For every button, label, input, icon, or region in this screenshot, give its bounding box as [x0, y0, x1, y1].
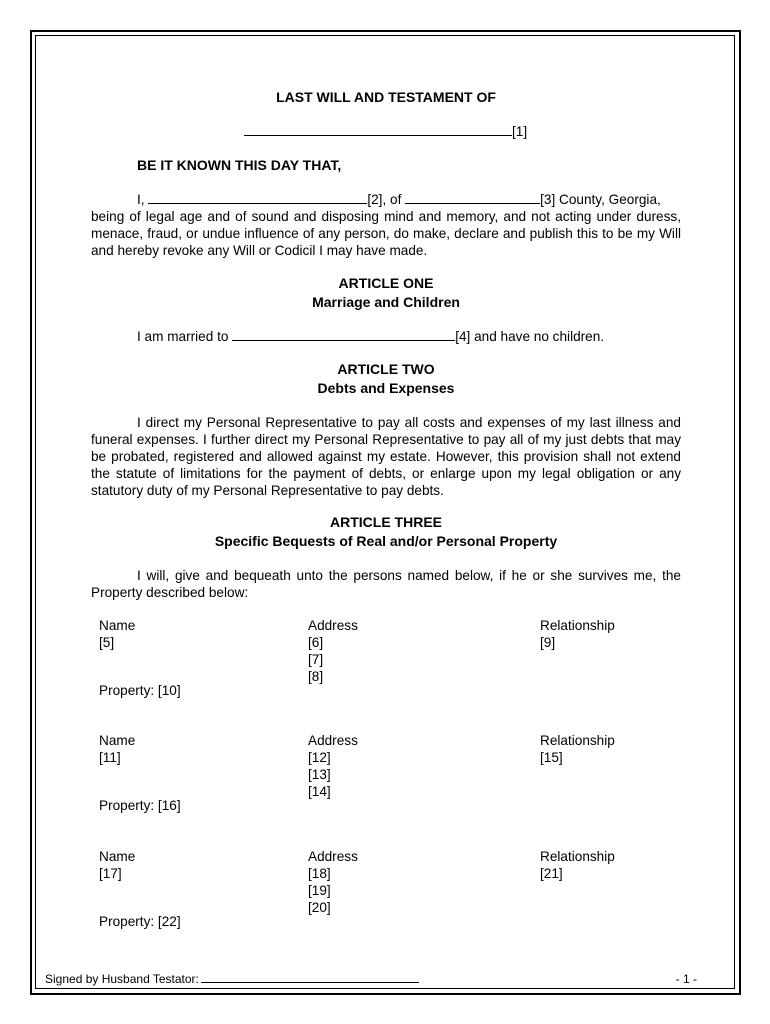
article-three-subheading: Specific Bequests of Real and/or Personal Property — [214, 533, 558, 549]
col-relationship-header: Relationship — [540, 849, 615, 864]
intro-line-1 — [137, 191, 661, 208]
bequest-address-1: [18] — [308, 866, 331, 881]
intro-paragraph: being of legal age and of sound and disposing mind and memory, and not acting under duress, menace, fraud, or undue influence of any person, do make, declare and publish this to be my Will and hereby revoke any Will or Codicil I may have made. — [91, 209, 681, 258]
col-address-header: Address — [308, 849, 358, 864]
married-after: [4] and have no children. — [455, 329, 605, 344]
title-ref: [1] — [512, 124, 528, 139]
bequest-block — [91, 848, 681, 948]
bequest-relationship: [15] — [540, 750, 563, 765]
county-blank[interactable] — [405, 191, 540, 204]
document-title: LAST WILL AND TESTAMENT OF — [276, 89, 496, 105]
col-name-header: Name — [99, 618, 136, 633]
name-blank[interactable] — [148, 191, 367, 204]
intro-ref3: [3] County, Georgia, — [540, 192, 661, 207]
col-name-header: Name — [99, 849, 136, 864]
bequest-address-3: [14] — [308, 784, 331, 799]
article-two-subheading: Debts and Expenses — [317, 380, 455, 396]
bequest-address-2: [19] — [308, 883, 331, 898]
bequest-property: Property: [16] — [99, 798, 181, 813]
spouse-blank[interactable] — [232, 328, 455, 341]
signed-label: Signed by Husband Testator: — [45, 972, 199, 986]
bequest-address-2: [13] — [308, 767, 331, 782]
bequest-block — [91, 617, 681, 717]
testator-name-line — [244, 123, 527, 140]
bequest-address-2: [7] — [308, 652, 324, 667]
bequest-address-3: [20] — [308, 900, 331, 915]
page-footer — [45, 972, 697, 986]
bequest-relationship: [21] — [540, 866, 563, 881]
testator-name-blank[interactable] — [244, 123, 512, 136]
article-two-heading: ARTICLE TWO — [337, 361, 435, 377]
col-relationship-header: Relationship — [540, 618, 615, 633]
col-relationship-header: Relationship — [540, 733, 615, 748]
bequest-address-1: [12] — [308, 750, 331, 765]
bequest-address-3: [8] — [308, 669, 324, 684]
bequest-name: [17] — [99, 866, 122, 881]
col-name-header: Name — [99, 733, 136, 748]
page-border-inner — [35, 35, 735, 989]
bequest-address-1: [6] — [308, 635, 324, 650]
intro-ref2: [2], of — [367, 192, 402, 207]
be-it-known: BE IT KNOWN THIS DAY THAT, — [137, 157, 342, 173]
bequest-intro: I will, give and bequeath unto the persons named below, if he or she survives me, the Property described below: — [91, 568, 681, 600]
col-address-header: Address — [308, 618, 358, 633]
col-address-header: Address — [308, 733, 358, 748]
debts-paragraph: I direct my Personal Representative to pay all costs and expenses of my last illness and funeral expenses. I further direct my Personal Representative to pay all of my just debts that may be probated, registered and allowed against my estate. However, this provision shall not extend the statute of limitations for the payment of debts, or enlarge upon my legal obligation or any statutory duty of my Personal Representative to pay debts. — [91, 415, 681, 498]
marriage-line — [137, 328, 604, 345]
bequest-block — [91, 732, 681, 832]
signature-blank[interactable] — [201, 972, 419, 983]
bequest-name: [11] — [99, 750, 121, 765]
intro-i: I, — [137, 192, 145, 207]
article-three-heading: ARTICLE THREE — [330, 514, 442, 530]
bequest-name: [5] — [99, 635, 115, 650]
married-to-label: I am married to — [137, 329, 229, 344]
article-one-subheading: Marriage and Children — [312, 294, 460, 310]
article-one-heading: ARTICLE ONE — [338, 275, 434, 291]
page-number: - 1 - — [675, 972, 697, 986]
bequest-property: Property: [10] — [99, 683, 181, 698]
bequest-property: Property: [22] — [99, 914, 181, 929]
bequest-relationship: [9] — [540, 635, 556, 650]
